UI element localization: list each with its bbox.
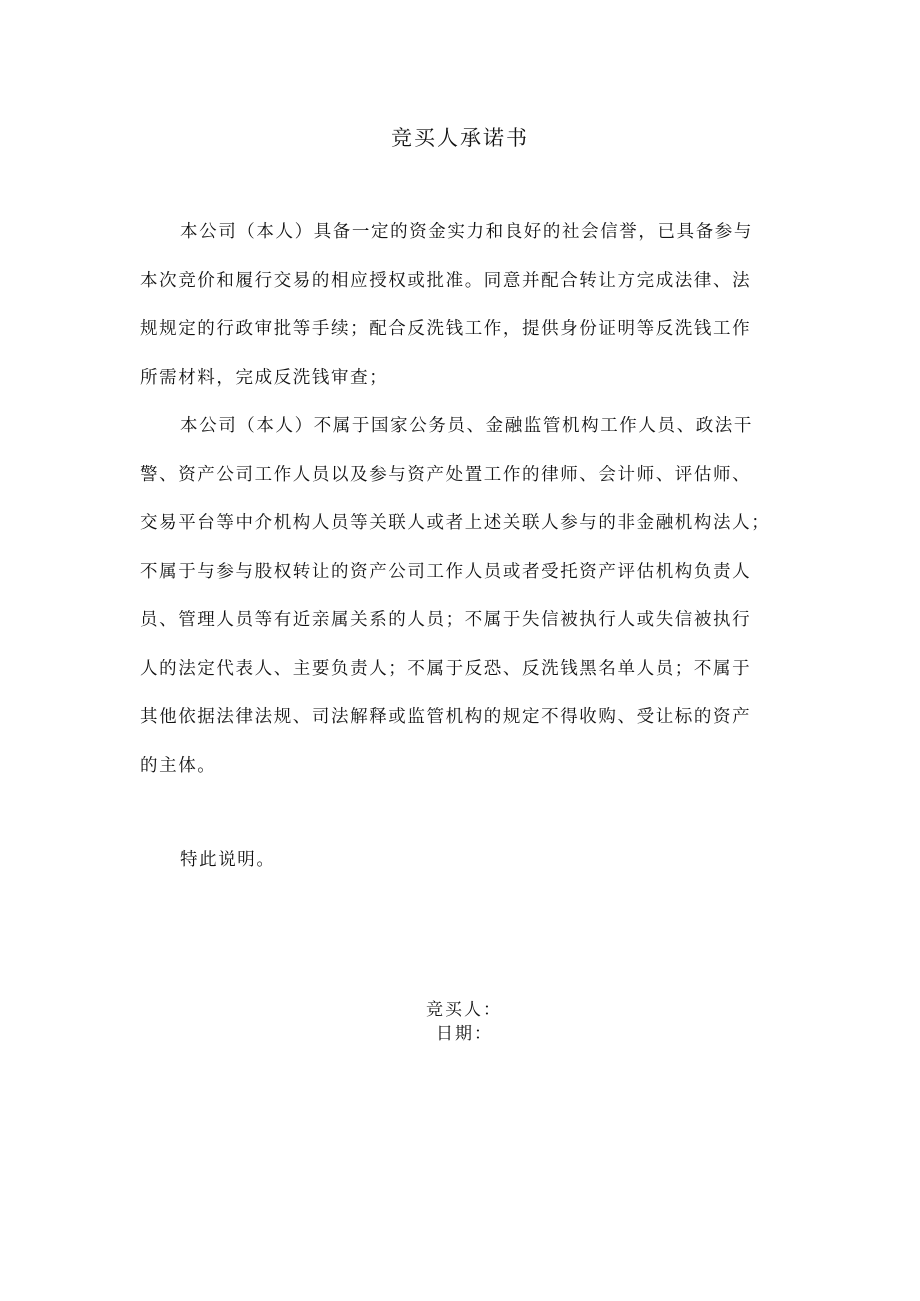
paragraph-line: 人的法定代表人、主要负责人；不属于反恐、反洗钱黑名单人员；不属于 <box>140 658 752 679</box>
date-label: 日期： <box>436 1024 493 1044</box>
paragraph-line: 不属于与参与股权转让的资产公司工作人员或者受托资产评估机构负责人 <box>140 561 752 582</box>
paragraph-line: 特此说明。 <box>180 850 276 870</box>
paragraph-line: 其他依据法律法规、司法解释或监管机构的规定不得收购、受让标的资产 <box>140 707 752 727</box>
paragraph-exclusions <box>140 402 788 790</box>
paragraph-qualification <box>140 208 788 402</box>
paragraph-line: 规规定的行政审批等手续；配合反洗钱工作，提供身份证明等反洗钱工作 <box>140 319 752 339</box>
paragraph-closing <box>140 836 788 885</box>
document-title: 竞买人承诺书 <box>391 126 529 150</box>
buyer-signature-label: 竞买人： <box>426 1000 502 1020</box>
paragraph-line: 本公司（本人）具备一定的资金实力和良好的社会信誉，已具备参与 <box>180 222 753 242</box>
paragraph-line: 的主体。 <box>140 755 217 776</box>
paragraph-line: 所需材料，完成反洗钱审查； <box>140 367 389 388</box>
paragraph-line: 交易平台等中介机构人员等关联人或者上述关联人参与的非金融机构法人； <box>140 513 771 533</box>
paragraph-line: 本次竞价和履行交易的相应授权或批准。同意并配合转让方完成法律、法 <box>140 270 752 291</box>
paragraph-line: 员、管理人员等有近亲属关系的人员；不属于失信被执行人或失信被执行 <box>140 610 752 630</box>
paragraph-line: 本公司（本人）不属于国家公务员、金融监管机构工作人员、政法干 <box>180 416 753 436</box>
paragraph-line: 警、资产公司工作人员以及参与资产处置工作的律师、会计师、评估师、 <box>140 464 752 485</box>
signature-block <box>426 998 502 1046</box>
